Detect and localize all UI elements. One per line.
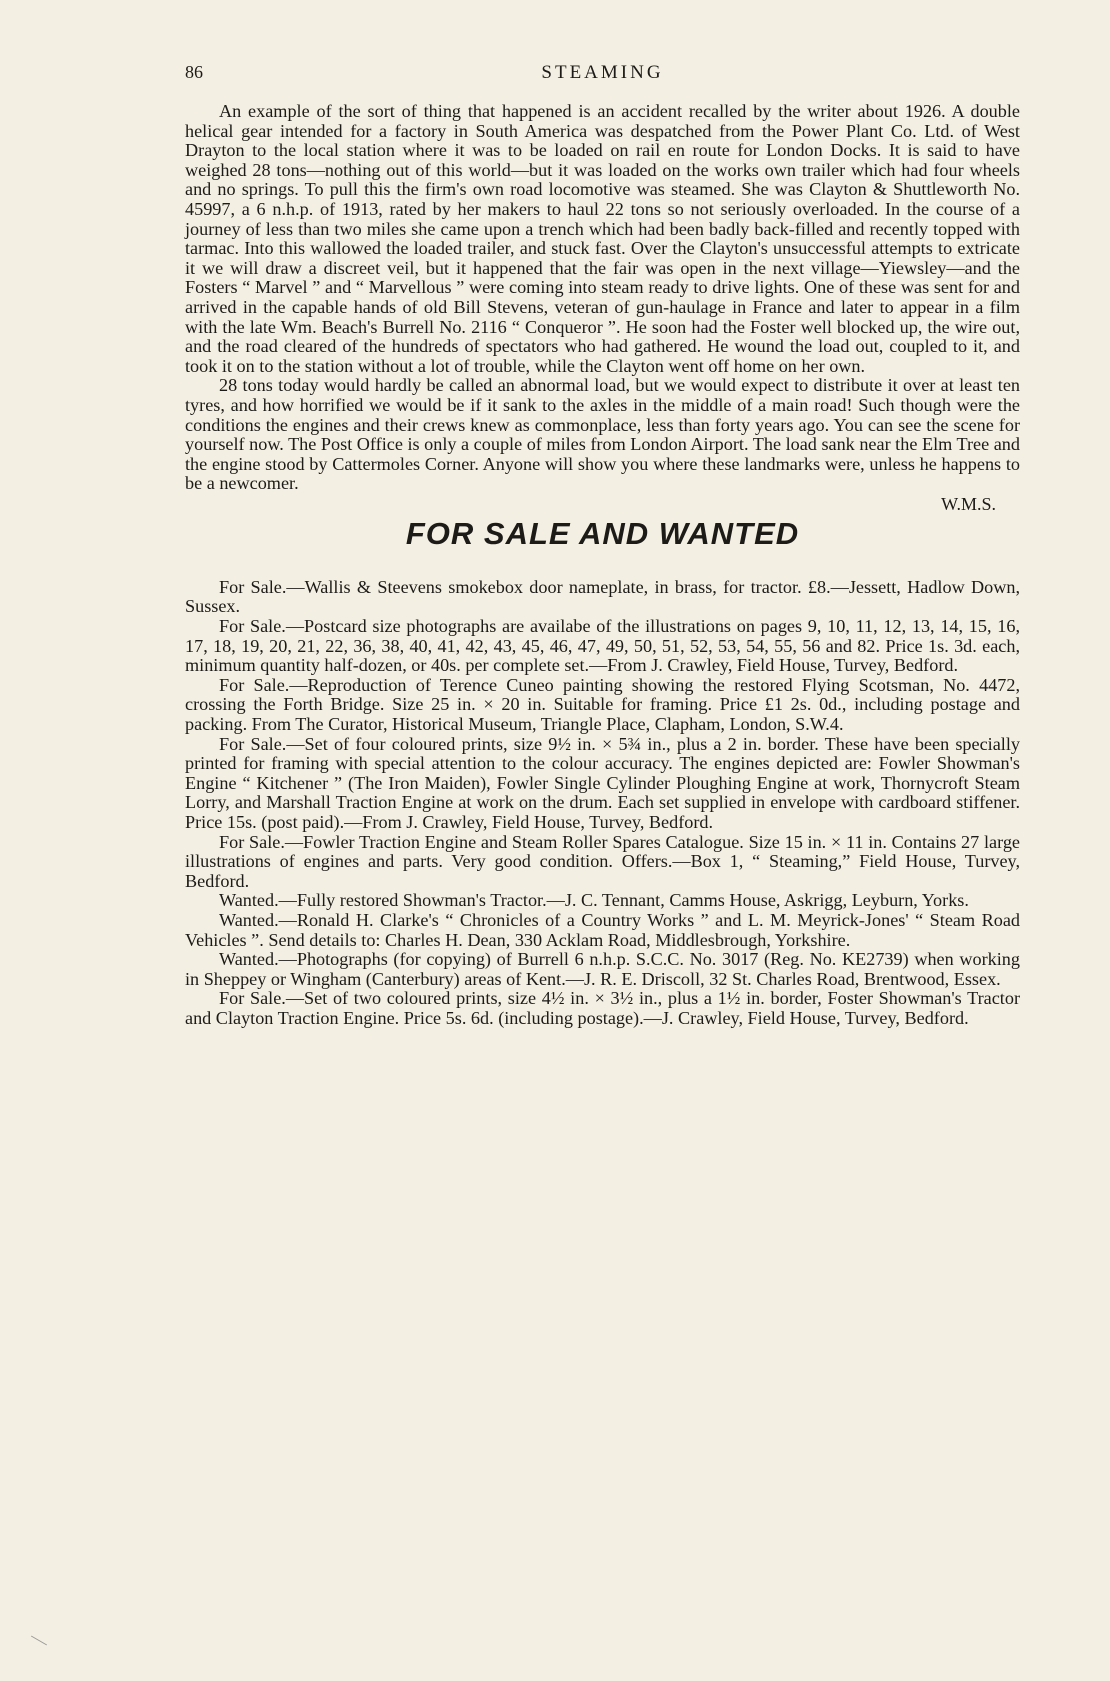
classified-ad: For Sale.—Fowler Traction Engine and Steam Roller Spares Catalogue. Size 15 in. × 11 in. Contains 27 large illustrations of engines and parts. Very good condition. Offers.—Box 1, “ Steaming,” Field House, Turvey, Bedford. — [185, 831, 1020, 891]
classified-ads — [185, 578, 1020, 1029]
section-heading: FOR SALE AND WANTED — [405, 515, 800, 551]
running-title: STEAMING — [541, 62, 664, 83]
article-paragraph: An example of the sort of thing that happened is an accident recalled by the writer about 1926. A double helical gear intended for a factory in South America was despatched from the Power Plant Co. Ltd. of West Drayton to the local station where it was to be loaded on rail en route for London Docks. It is said to have weighed 28 tons—nothing out of this world—but it was loaded on the works own trailer which had four wheels and no springs. To pull this the firm's own road locomotive was steamed. She was Clayton & Shuttleworth No. 45997, a 6 n.h.p. of 1913, rated by her makers to haul 22 tons so not seriously overloaded. In the course of a journey of less than two miles she came upon a trench which had been badly back-filled and recently topped with tarmac. Into this wallowed the loaded trailer, and stuck fast. Over the Clayton's unsuccessful attempts to extricate it we will draw a discreet veil, but it happened that the fair was open in the next village—Yiewsley—and the Fosters “ Marvel ” and “ Marvellous ” were coming into steam ready to drive lights. One of these was sent for and arrived in the capable hands of old Bill Stevens, veteran of gun-haulage in France and later to appear in a film with the late Wm. Beach's Burrell No. 2116 “ Conqueror ”. He soon had the Foster well blocked up, the wire out, and the road cleared of the hundreds of spectators who had gathered. He wound the load out, coupled to it, and took it on to the station without a lot of trouble, while the Clayton went off home on her own. — [185, 101, 1020, 376]
classified-ad: For Sale.—Reproduction of Terence Cuneo painting showing the restored Flying Scotsman, No. 4472, crossing the Forth Bridge. Size 25 in. × 20 in. Suitable for framing. Price £1 2s. 0d., including postage and packing. From The Curator, Historical Museum, Triangle Place, Clapham, London, S.W.4. — [185, 674, 1020, 735]
classified-ad: For Sale.—Wallis & Steevens smokebox door nameplate, in brass, for tractor. £8.—Jessett, Hadlow Down, Sussex. — [185, 576, 1020, 617]
running-head — [185, 62, 1020, 86]
scan-mark — [31, 1636, 47, 1646]
page-content — [185, 102, 1020, 1029]
article — [185, 102, 1020, 514]
page-number: 86 — [185, 62, 203, 82]
classified-ad: For Sale.—Postcard size photographs are availabe of the illustrations on pages 9, 10, 11, 12, 13, 14, 15, 16, 17, 18, 19, 20, 21, 22, 36, 38, 40, 41, 42, 43, 45, 46, 47, 49, 50, 51, 52, 53, 54, 55, 56 and 82. Price 1s. 3d. each, minimum quantity half-dozen, or 40s. per complete set.—From J. Crawley, Field House, Turvey, Bedford. — [185, 616, 1020, 676]
author-initials: W.M.S. — [941, 493, 996, 514]
classified-ad: Wanted.—Fully restored Showman's Tractor.—J. C. Tennant, Camms House, Askrigg, Leyburn, Yorks. — [219, 890, 969, 911]
classified-ad: Wanted.—Photographs (for copying) of Burrell 6 n.h.p. S.C.C. No. 3017 (Reg. No. KE2739) when working in Sheppey or Wingham (Canterbury) areas of Kent.—J. R. E. Driscoll, 32 St. Charles Road, Brentwood, Essex. — [185, 949, 1020, 989]
article-paragraph: 28 tons today would hardly be called an abnormal load, but we would expect to distribute it over at least ten tyres, and how horrified we would be if it sank to the axles in the middle of a main road! Such though were the conditions the engines and their crews knew as commonplace, less than forty years ago. You can see the scene for yourself now. The Post Office is only a couple of miles from London Airport. The load sank near the Elm Tree and the engine stood by Cattermoles Corner. Anyone will show you where these landmarks were, unless he happens to be a newcomer. — [185, 375, 1020, 494]
classified-ad: For Sale.—Set of four coloured prints, size 9½ in. × 5¾ in., plus a 2 in. border. These have been specially printed for framing with special attention to the colour accuracy. The engines depicted are: Fowler Showman's Engine “ Kitchener ” (The Iron Maiden), Fowler Single Cylinder Ploughing Engine at work, Thornycroft Steam Lorry, and Marshall Traction Engine at work on the drum. Each set supplied in envelope with cardboard stiffener. Price 15s. (post paid).—From J. Crawley, Field House, Turvey, Bedford. — [185, 733, 1020, 832]
classified-ad: For Sale.—Set of two coloured prints, size 4½ in. × 3½ in., plus a 1½ in. border, Foster Showman's Tractor and Clayton Traction Engine. Price 5s. 6d. (including postage).—J. Crawley, Field House, Turvey, Bedford. — [185, 988, 1020, 1028]
classified-ad: Wanted.—Ronald H. Clarke's “ Chronicles of a Country Works ” and L. M. Meyrick-Jones' “ Steam Road Vehicles ”. Send details to: Charles H. Dean, 330 Acklam Road, Middlesbrough, Yorkshire. — [185, 909, 1020, 950]
